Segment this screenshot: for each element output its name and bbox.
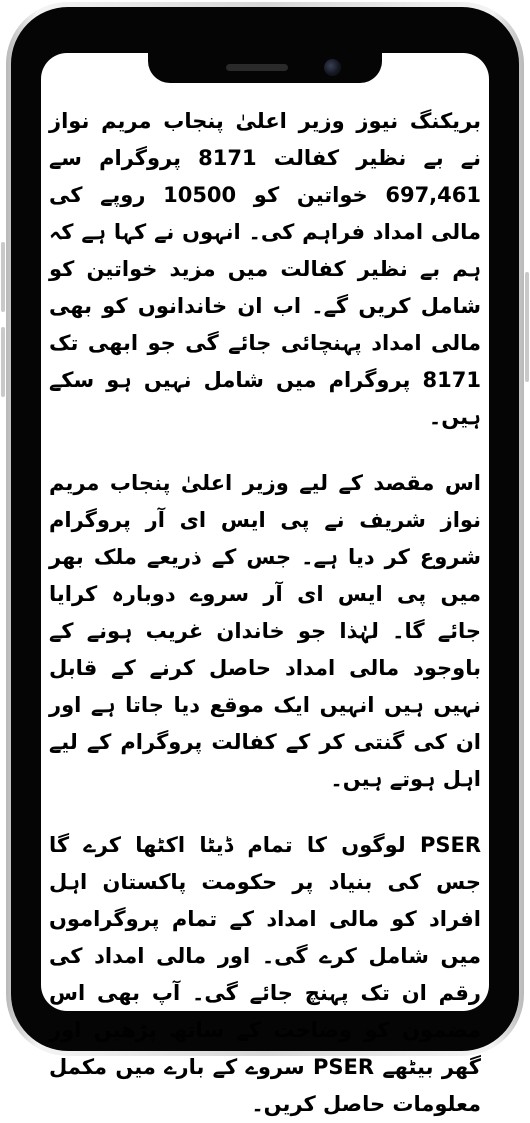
article-paragraph-3: PSER لوگوں کا تمام ڈیٹا اکٹھا کرے گا جس کی بنیاد پر حکومت پاکستان اہل افراد کو مالی امداد کے تمام پروگراموں میں شامل کرے گی۔ اور مالی امداد کی رقم ان تک پہنچ جائے گی۔ آپ بھی اس مضمون کو وضاحت کے ساتھ پڑھیں اور گھر بیٹھے PSER سروے کے بارے میں مکمل معلومات حاصل کریں۔: [49, 833, 481, 1116]
phone-screen[interactable]: [41, 53, 489, 1116]
phone-bezel: [11, 7, 519, 1116]
article-paragraph-1: بریکنگ نیوز وزیر اعلیٰ پنجاب مریم نواز نے بے نظیر کفالت 8171 پروگرام سے 697,461 خواتین کو 10500 روپے کی مالی امداد فراہم کی۔ انہوں نے کہا ہے کہ ہم بے نظیر کفالت میں مزید خواتین کو شامل کریں گے۔ اب ان خاندانوں کو بھی مالی امداد پہنچائی جائے گی جو ابھی تک 8171 پروگرام میں شامل نہیں ہو سکے ہیں۔: [49, 109, 481, 429]
phone-frame: [6, 2, 524, 1116]
power-button: [525, 272, 529, 382]
article-body[interactable]: [41, 103, 489, 1116]
notch: [148, 53, 382, 83]
speaker-grille: [226, 64, 288, 71]
volume-down-button: [1, 327, 5, 397]
volume-up-button: [1, 242, 5, 312]
article-paragraph-2: اس مقصد کے لیے وزیر اعلیٰ پنجاب مریم نواز شریف نے پی ایس ای آر پروگرام شروع کر دیا ہے۔ جس کے ذریعے ملک بھر میں پی ایس ای آر سروے دوبارہ کرایا جائے گا۔ لہٰذا جو خاندان غریب ہونے کے باوجود مالی امداد حاصل کرنے کے قابل نہیں ہیں انہیں ایک موقع دیا جاتا ہے اور ان کی گنتی کر کے کفالت پروگرام کے لیے اہل ہوتے ہیں۔: [49, 471, 482, 791]
front-camera-icon: [324, 59, 341, 76]
